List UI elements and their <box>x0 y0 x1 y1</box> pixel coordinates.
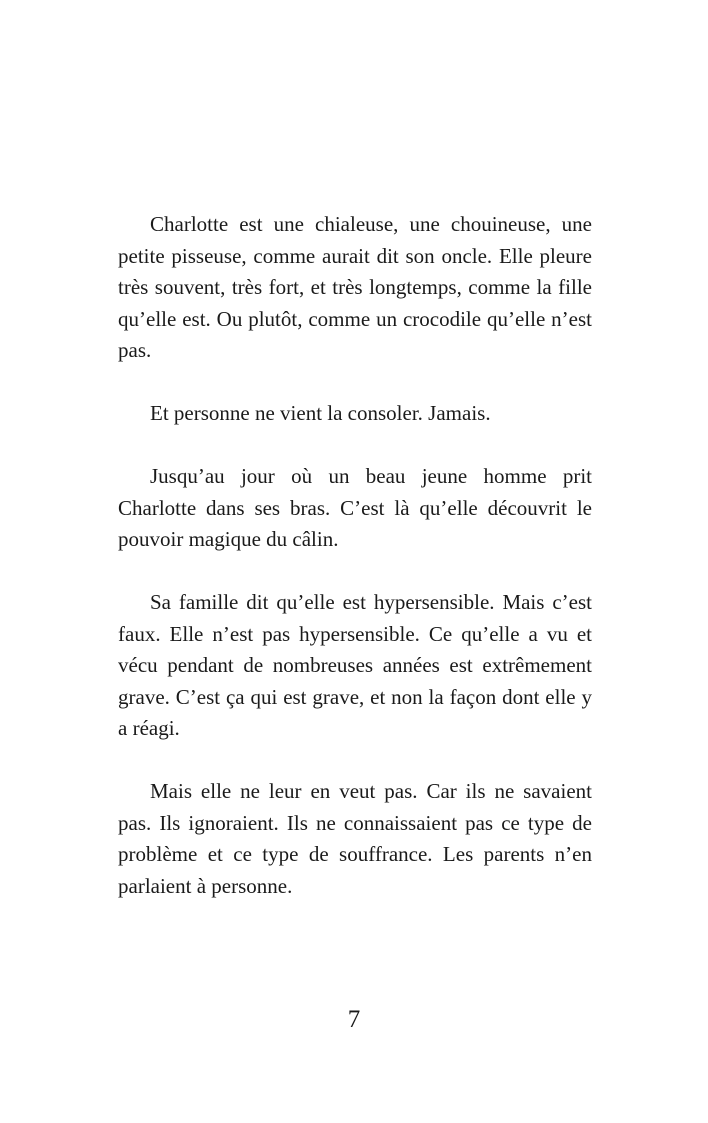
paragraph-1: Charlotte est une chialeuse, une chouineuse, une petite pisseuse, comme aurait dit son oncle. Elle pleure très souvent, très fort, et très longtemps, comme la fille qu’elle est. Ou plutôt, comme un crocodile qu’elle n’est pas. <box>118 212 592 362</box>
body-text <box>118 209 592 902</box>
page-number: 7 <box>347 1006 361 1033</box>
paragraph-2: Et personne ne vient la consoler. Jamais. <box>150 401 491 425</box>
paragraph-4: Sa famille dit qu’elle est hypersensible. Mais c’est faux. Elle n’est pas hypersensible. Ce qu’elle a vu et vécu pendant de nombreuses années est extrêmement grave. C’est ça qui est grave, et non la façon dont elle y a réagi. <box>118 590 592 740</box>
paragraph-3: Jusqu’au jour où un beau jeune homme prit Charlotte dans ses bras. C’est là qu’elle découvrit le pouvoir magique du câlin. <box>118 464 592 551</box>
paragraph-5: Mais elle ne leur en veut pas. Car ils ne savaient pas. Ils ignoraient. Ils ne connaissaient pas ce type de problème et ce type de souffrance. Les parents n’en parlaient à personne. <box>118 779 592 898</box>
